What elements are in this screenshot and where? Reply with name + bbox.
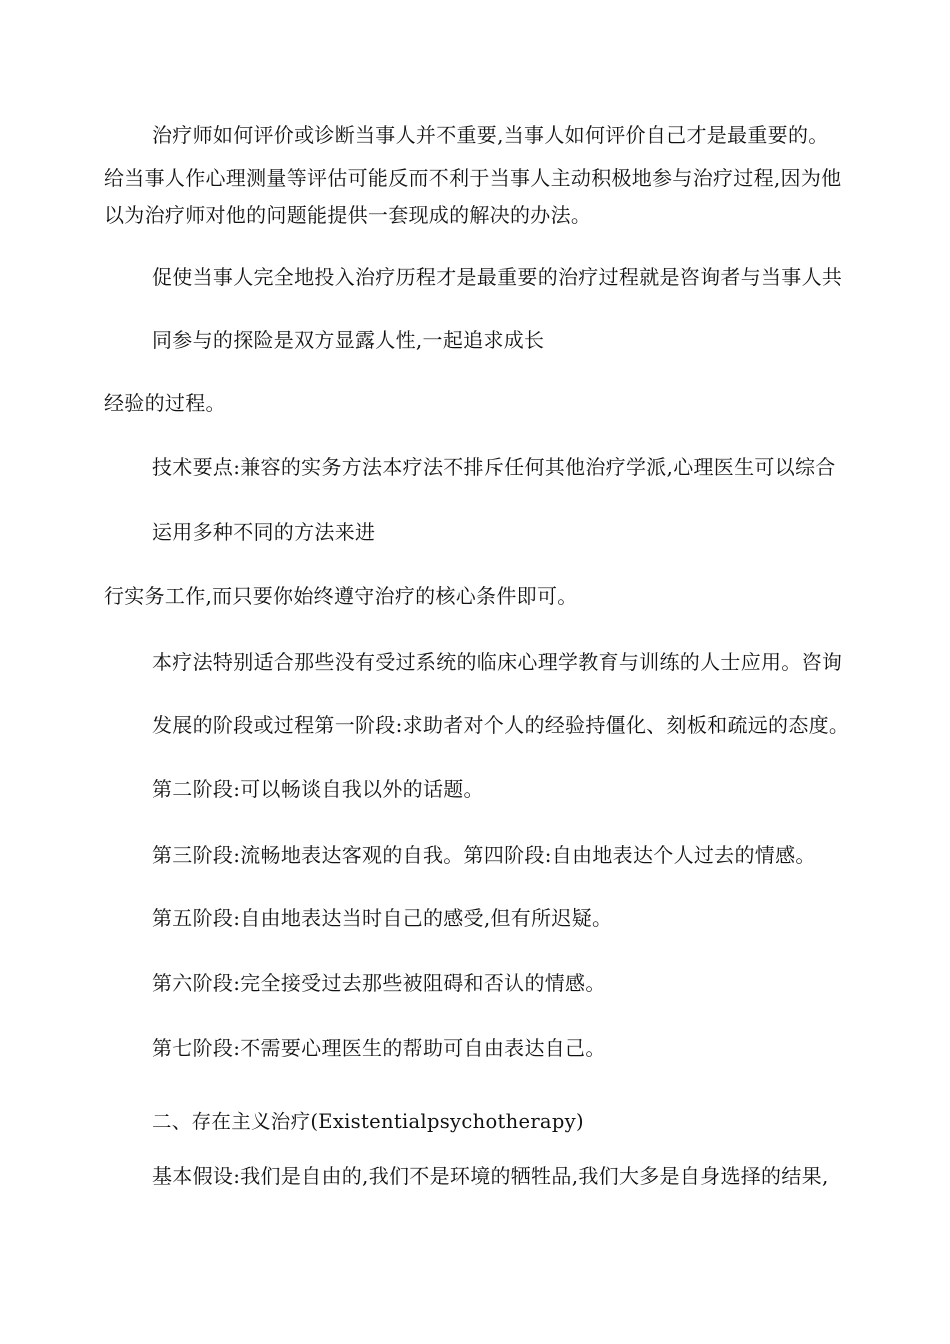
paragraph-line: 技术要点:兼容的实务方法本疗法不排斥任何其他治疗学派,心理医生可以综合 [152,455,836,479]
paragraph-line: 第二阶段:可以畅谈自我以外的话题。 [152,777,484,801]
paragraph-line: 行实务工作,而只要你始终遵守治疗的核心条件即可。 [104,584,578,608]
paragraph-line: 促使当事人完全地投入治疗历程才是最重要的治疗过程就是咨询者与当事人共 [152,265,843,289]
paragraph-line: 本疗法特别适合那些没有受过系统的临床心理学教育与训练的人士应用。咨询 [152,650,843,674]
paragraph-line: 第五阶段:自由地表达当时自己的感受,但有所迟疑。 [152,906,613,930]
paragraph-line: 基本假设:我们是自由的,我们不是环境的牺牲品,我们大多是自身选择的结果, [152,1164,829,1188]
paragraph-line: 以为治疗师对他的问题能提供一套现成的解决的办法。 [104,203,592,227]
paragraph-line: 第三阶段:流畅地表达客观的自我。第四阶段:自由地表达个人过去的情感。 [152,843,816,867]
paragraph-line: 第七阶段:不需要心理医生的帮助可自由表达自己。 [152,1036,606,1060]
paragraph-line: 同参与的探险是双方显露人性,一起追求成长 [152,328,545,352]
paragraph-line: 治疗师如何评价或诊断当事人并不重要,当事人如何评价自己才是最重要的。 [152,123,829,147]
paragraph-line: 运用多种不同的方法来进 [152,520,376,544]
section-heading: 二、存在主义治疗(Existentialpsychotherapy) [152,1110,584,1133]
paragraph-line: 第六阶段:完全接受过去那些被阻碍和否认的情感。 [152,971,606,995]
paragraph-line: 发展的阶段或过程第一阶段:求助者对个人的经验持僵化、刻板和疏远的态度。 [152,713,850,737]
paragraph-line: 给当事人作心理测量等评估可能反而不利于当事人主动积极地参与治疗过程,因为他 [104,166,842,190]
paragraph-line: 经验的过程。 [104,391,226,415]
